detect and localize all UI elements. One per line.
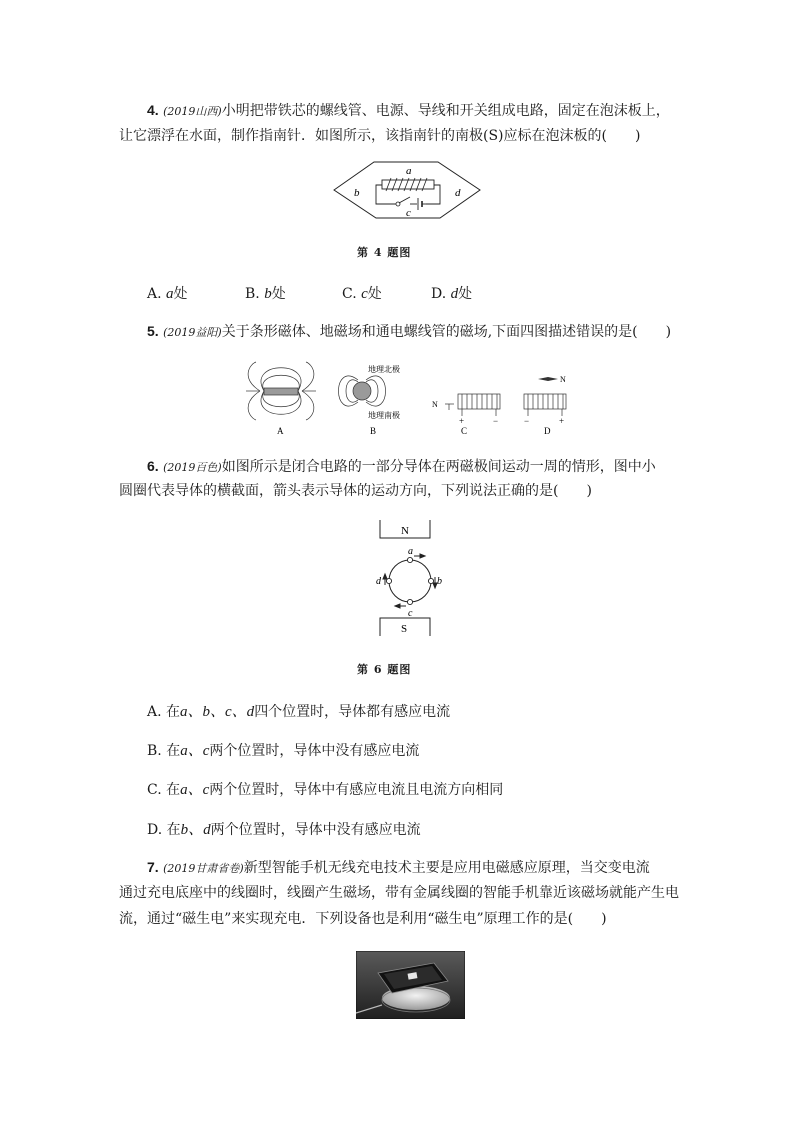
- q6-figure: [370, 520, 450, 638]
- q5-figure-a: [246, 362, 316, 420]
- q6-option-b-pre: 在: [166, 743, 181, 759]
- q4-option-c-var: c: [361, 286, 368, 302]
- q4-option-c-letter: C.: [342, 286, 357, 302]
- q7-line-3: [119, 909, 607, 929]
- q5-figure: [246, 360, 586, 440]
- q4-option-d-letter: D.: [431, 286, 447, 302]
- q4-option-a-var: a: [166, 286, 174, 302]
- q5-label-a: A: [277, 426, 284, 436]
- q7-text-1: 新型智能手机无线充电技术主要是应用电磁感应原理，当交变电流: [243, 860, 650, 876]
- q6-option-c-letter: C.: [147, 782, 162, 798]
- q6-option-d-letter: D.: [147, 822, 163, 838]
- q5-figure-c: [445, 394, 500, 416]
- q6-option-d-vars: b、d: [180, 822, 211, 838]
- conductor-a: [407, 557, 412, 562]
- q4-option-a-text: 处: [173, 286, 188, 302]
- q6-option-c: [147, 778, 503, 799]
- q4-caption: 第 4 题图: [357, 246, 412, 259]
- q5-d-n: N: [560, 375, 566, 384]
- q6-caption: 第 6 题图: [357, 663, 412, 676]
- q6-label-a: a: [408, 546, 413, 557]
- q6-option-d-post: 两个位置时，导体中没有感应电流: [210, 822, 421, 838]
- q7-line-2: [119, 883, 679, 903]
- q6-option-a-post: 四个位置时，导体都有感应电流: [254, 704, 451, 720]
- q6-option-a-pre: 在: [166, 704, 181, 720]
- q7-line-1: [119, 857, 650, 879]
- q7-number: 7.: [147, 859, 159, 875]
- q6-text-1: 如图所示是闭合电路的一部分导体在两磁极间运动一周的情形，图中小: [221, 459, 656, 475]
- q6-line-1: [119, 456, 656, 478]
- label-a: a: [406, 165, 412, 177]
- switch-blade: [399, 197, 410, 203]
- bar-magnet: [264, 388, 298, 395]
- q6-option-c-vars: a、c: [180, 782, 210, 798]
- wire-right: [426, 185, 440, 204]
- earth: [353, 382, 371, 400]
- q4-option-c: [342, 283, 382, 303]
- q5-label-d: D: [544, 426, 551, 436]
- q5-line-1: [119, 321, 671, 343]
- q4-option-d-text: 处: [458, 286, 473, 302]
- compass-needle: [538, 377, 558, 381]
- q5-c-minus: −: [493, 416, 499, 426]
- q6-option-c-pre: 在: [166, 782, 181, 798]
- q4-number: 4.: [147, 102, 159, 118]
- north-label: N: [401, 525, 409, 537]
- q6-option-b-post: 两个位置时，导体中没有感应电流: [209, 743, 420, 759]
- q4-text-1: 小明把带铁芯的螺线管、电源、导线和开关组成电路，固定在泡沫板上，: [221, 103, 670, 119]
- q6-option-b-letter: B.: [147, 743, 162, 759]
- geo-north-label: 地理北极: [368, 365, 400, 374]
- q7-text-2: 通过充电底座中的线圈时，线圈产生磁场，带有金属线圈的智能手机靠近该磁场就能产生电: [119, 885, 679, 901]
- q5-figure-d: [524, 394, 566, 416]
- geo-south-label: 地理南极: [368, 411, 400, 420]
- q5-label-c: C: [461, 426, 468, 436]
- label-b: b: [354, 187, 360, 199]
- q5-d-minus: −: [524, 416, 530, 426]
- q4-figure: [332, 160, 482, 220]
- q4-option-b-letter: B.: [245, 286, 260, 302]
- q4-option-c-text: 处: [367, 286, 382, 302]
- label-c: c: [406, 207, 411, 219]
- q4-text-2: 让它漂浮在水面，制作指南针．如图所示，该指南针的南极(S)应标在泡沫板的( ): [119, 128, 641, 144]
- q6-number: 6.: [147, 458, 159, 474]
- q4-option-b-var: b: [264, 286, 272, 302]
- q6-option-c-post: 两个位置时，导体中有感应电流且电流方向相同: [209, 782, 504, 798]
- q6-label-d: d: [376, 576, 381, 587]
- q4-option-d-var: d: [450, 286, 459, 302]
- q6-option-b-vars: a、c: [180, 743, 210, 759]
- q4-line-1: [119, 100, 670, 122]
- q5-label-b: B: [370, 426, 377, 436]
- q5-source: (2019益阳): [163, 326, 222, 339]
- q4-option-a-letter: A.: [147, 286, 162, 302]
- q4-option-a: [147, 283, 188, 303]
- q6-label-c: c: [408, 608, 413, 619]
- q6-source: (2019百色): [163, 461, 222, 474]
- q6-option-d: [147, 818, 421, 839]
- conductor-path: [389, 560, 431, 602]
- q6-label-b: b: [437, 576, 442, 587]
- q4-option-b: [245, 283, 286, 303]
- q4-option-b-text: 处: [271, 286, 286, 302]
- q6-option-a-vars: a、b、c、d: [180, 704, 255, 720]
- q6-option-a: [147, 700, 450, 721]
- q5-d-plus: +: [559, 416, 565, 426]
- q4-source: (2019山西): [163, 105, 222, 118]
- q6-option-a-letter: A.: [147, 704, 162, 720]
- south-label: S: [401, 623, 408, 635]
- q5-c-plus: +: [459, 416, 465, 426]
- q6-text-2: 圆圈代表导体的横截面，箭头表示导体的运动方向，下列说法正确的是( ): [119, 483, 592, 499]
- q7-source: (2019甘肃省卷): [163, 862, 244, 875]
- q4-line-2: [119, 126, 640, 146]
- q7-text-3: 流，通过“磁生电”来实现充电．下列设备也是利用“磁生电”原理工作的是( ): [119, 911, 607, 927]
- q5-number: 5.: [147, 323, 159, 339]
- wireless-charger-photo: [356, 951, 465, 1019]
- q6-line-2: [119, 481, 592, 501]
- q6-option-d-pre: 在: [166, 822, 181, 838]
- conductor-c: [407, 599, 412, 604]
- label-d: d: [455, 187, 461, 199]
- q5-text-1: 关于条形磁体、地磁场和通电螺线管的磁场,下面四图描述错误的是( ): [221, 324, 672, 340]
- q6-option-b: [147, 739, 419, 760]
- q4-option-d: [431, 283, 472, 303]
- q5-c-n: N: [432, 400, 438, 409]
